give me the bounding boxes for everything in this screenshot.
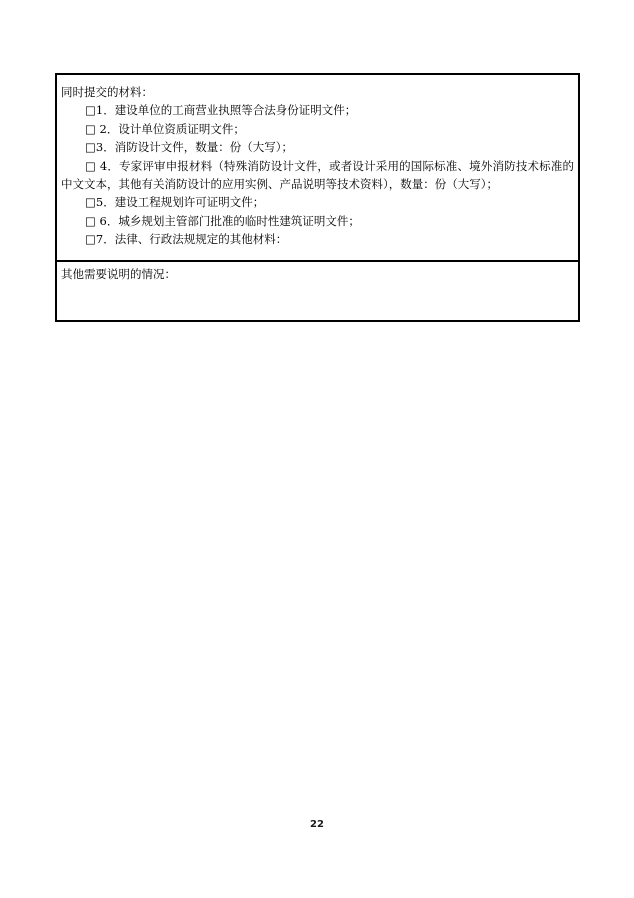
page-number: 22 xyxy=(310,819,324,830)
checklist-item-5 xyxy=(61,193,574,211)
checkbox-icon: □ xyxy=(85,232,96,247)
checklist-item-label: 7．法律、行政法规规定的其他材料： xyxy=(95,232,288,247)
checklist-item-label: 3．消防设计文件，数量：份（大写）； xyxy=(95,140,293,155)
checklist-item-7 xyxy=(61,230,574,248)
checklist-item-6 xyxy=(61,212,574,230)
submitted-materials-section xyxy=(57,75,578,262)
checklist-item-3 xyxy=(61,138,574,156)
other-notes-section xyxy=(57,262,578,320)
checklist-item-label: 1．建设单位的工商营业执照等合法身份证明文件； xyxy=(95,103,357,118)
checklist-item-1 xyxy=(61,101,574,119)
checkbox-icon: □ xyxy=(85,195,96,210)
checkbox-icon: □ xyxy=(85,140,96,155)
other-notes-heading: 其他需要说明的情况： xyxy=(61,267,176,281)
checklist-item-4 xyxy=(61,157,574,194)
checklist-item-2 xyxy=(61,120,574,138)
checkbox-icon: □ xyxy=(85,121,96,136)
materials-form-table xyxy=(55,73,580,322)
checkbox-icon: □ xyxy=(85,213,96,228)
checklist-item-label: 5．建设工程规划许可证明文件； xyxy=(95,195,265,210)
checklist-item-label: 2．设计单位资质证明文件； xyxy=(95,121,245,136)
submitted-materials-heading: 同时提交的材料： xyxy=(61,85,153,99)
checkbox-icon: □ xyxy=(85,158,97,173)
checklist-item-label: 4．专家评审申报材料（特殊消防设计文件，或者设计采用的国际标准、境外消防技术标准的中文文本，其他有关消防设计的应用实例、产品说明等技术资料），数量：份（大写）； xyxy=(61,158,575,192)
checkbox-icon: □ xyxy=(85,103,96,118)
checklist-item-label: 6．城乡规划主管部门批准的临时性建筑证明文件； xyxy=(95,213,360,228)
